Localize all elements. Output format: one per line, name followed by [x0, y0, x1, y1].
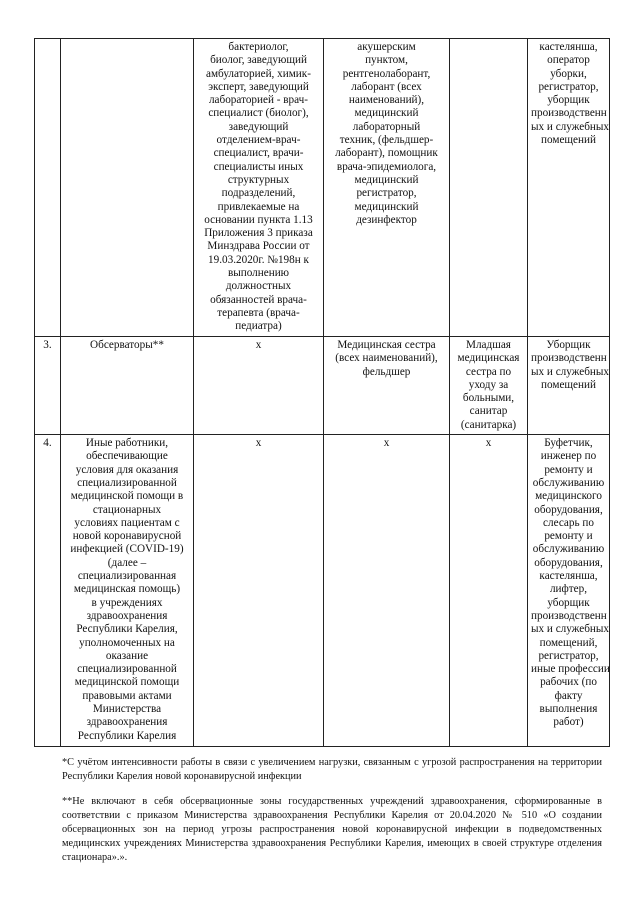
- cell-line: подразделений,: [221, 187, 296, 200]
- cell-line: медицинский: [354, 107, 419, 120]
- cell-line: акушерским: [357, 41, 416, 53]
- cell-line: Младшая: [466, 339, 511, 351]
- cell-line: оператор: [547, 54, 590, 67]
- table-row: [35, 337, 610, 435]
- cell-line: лифтер,: [549, 583, 588, 596]
- cell-line: x: [255, 437, 262, 450]
- cell-line: Министерства: [92, 703, 162, 716]
- staff-category: [61, 435, 194, 747]
- cell-line: Республики Карелия: [77, 729, 177, 742]
- cell-line: уходу за: [468, 378, 509, 391]
- cell-line: новой коронавирусной: [72, 530, 182, 543]
- cell-line: x: [383, 437, 390, 450]
- other-staff-cell: [528, 337, 610, 435]
- cell-line: бактериолог,: [228, 41, 289, 53]
- junior-staff-cell: [450, 337, 528, 435]
- cell-line: должностных: [225, 280, 292, 293]
- staff-category: [61, 39, 194, 337]
- cell-line: x: [255, 339, 262, 351]
- cell-line: (санитарка): [460, 418, 517, 431]
- cell-line: в учреждениях: [91, 596, 163, 609]
- cell-line: обязанностей врача-: [210, 293, 307, 306]
- cell-line: выполнению: [227, 267, 290, 280]
- cell-line: наименований),: [348, 94, 425, 107]
- cell-line: обеспечивающие: [86, 450, 168, 463]
- junior-staff-cell: [450, 435, 528, 747]
- cell-line: 19.03.2020г. №198н к: [208, 253, 309, 266]
- cell-line: врача-эпидемиолога,: [336, 160, 437, 173]
- cell-line: оборудования,: [534, 556, 603, 569]
- cell-line: факту: [554, 689, 583, 702]
- footnote-observation-zones: **Не включают в себя обсервационные зоны государственных учреждений здравоохранения, сформированные в соответствии с приказом Министерства здравоохранения Республики Карелия от 20.04.2020 № 510 «О создании обсервационных зон на период угрозы распространения новой коронавирусной инфекции в подведомственных медицинских учреждениях Министерства здравоохранения Республики Карелия, имеющих в своей структуре отделения стационара».».: [62, 796, 602, 863]
- cell-line: биолог, заведующий: [210, 54, 307, 67]
- cell-line: правовыми актами: [82, 689, 172, 702]
- cell-line: структурных: [227, 173, 290, 186]
- cell-line: Минздрава России от: [207, 240, 310, 253]
- cell-line: (далее –: [107, 556, 147, 569]
- cell-line: иные профессии: [531, 663, 610, 676]
- cell-line: специализированной: [77, 476, 177, 489]
- cell-line: инфекцией (COVID-19): [70, 543, 184, 556]
- cell-line: регистратор,: [356, 187, 417, 200]
- cell-line: кастелянша,: [539, 570, 598, 583]
- cell-line: помещений: [541, 134, 596, 147]
- cell-line: помещений,: [539, 636, 598, 649]
- cell-line: помещений: [541, 378, 596, 391]
- doctors-cell: [194, 39, 324, 337]
- cell-line: обслуживанию: [532, 476, 605, 489]
- cell-line: условия для оказания: [75, 463, 179, 476]
- cell-line: пунктом,: [365, 54, 408, 67]
- cell-line: заведующий: [228, 120, 289, 133]
- row-number: 4.: [35, 435, 61, 747]
- table-row: [35, 435, 610, 747]
- cell-line: основании пункта 1.13: [204, 213, 313, 226]
- cell-line: регистратор,: [538, 649, 599, 662]
- cell-line: медицинской помощи: [74, 676, 180, 689]
- cell-line: отделением-врач-: [216, 134, 301, 147]
- cell-line: ых и служебных: [531, 365, 610, 378]
- cell-line: привлекаемые на: [217, 200, 300, 213]
- mid-level-staff-cell: [324, 39, 450, 337]
- cell-line: уборщик: [547, 94, 590, 107]
- cell-line: (всех наименований),: [335, 352, 438, 365]
- cell-line: регистратор,: [538, 80, 599, 93]
- other-staff-cell: [528, 39, 610, 337]
- cell-line: производственн: [531, 352, 607, 365]
- cell-line: оказание: [105, 649, 149, 662]
- cell-line: Уборщик: [546, 339, 591, 351]
- cell-line: терапевта (врача-: [217, 306, 300, 319]
- cell-line: уборки,: [550, 67, 587, 80]
- cell-line: уполномоченных на: [79, 636, 175, 649]
- cell-line: инженер по: [540, 450, 597, 463]
- cell-line: ремонту и: [544, 530, 593, 543]
- cell-line: кастелянша,: [539, 41, 598, 53]
- cell-line: лабораторией - врач-: [208, 94, 309, 107]
- cell-line: медицинского: [535, 490, 602, 503]
- cell-line: фельдшер: [362, 365, 411, 378]
- cell-line: стационарных: [92, 503, 162, 516]
- cell-line: Иные работники,: [85, 437, 169, 450]
- staff-category: Обсерваторы**: [61, 337, 194, 435]
- cell-line: здравоохранения: [86, 716, 168, 729]
- cell-line: производственн: [531, 107, 607, 120]
- cell-line: медицинская: [457, 352, 520, 365]
- cell-line: Буфетчик,: [544, 437, 593, 450]
- footnote-intensity: *С учётом интенсивности работы в связи с увеличением нагрузки, связанным с угрозой распространения на территории Республики Карелия новой коронавирусной инфекции: [62, 757, 602, 782]
- junior-staff-cell: [450, 39, 528, 337]
- cell-line: ых и служебных: [531, 623, 610, 636]
- cell-line: ремонту и: [544, 463, 593, 476]
- cell-line: специализированная: [77, 570, 177, 583]
- cell-line: уборщик: [547, 596, 590, 609]
- cell-line: работ): [553, 716, 584, 729]
- cell-line: педиатра): [235, 320, 282, 333]
- staff-table: [34, 38, 610, 747]
- mid-level-staff-cell: [324, 337, 450, 435]
- cell-line: дезинфектор: [356, 213, 417, 226]
- cell-line: амбулаторией, химик-: [206, 67, 311, 80]
- cell-line: обслуживанию: [532, 543, 605, 556]
- cell-line: условиях пациентам с: [74, 516, 180, 529]
- table-row: [35, 39, 610, 337]
- cell-line: лабораторный: [352, 120, 421, 133]
- cell-line: медицинский: [354, 200, 419, 213]
- row-number: 3.: [35, 337, 61, 435]
- cell-line: медицинский: [354, 173, 419, 186]
- cell-line: Приложения 3 приказа: [204, 227, 313, 240]
- cell-line: производственн: [531, 609, 607, 622]
- cell-line: здравоохранения: [86, 609, 168, 622]
- cell-line: лаборант), помощник: [335, 147, 438, 160]
- cell-line: оборудования,: [534, 503, 603, 516]
- cell-line: рентгенолаборант,: [342, 67, 431, 80]
- cell-line: ых и служебных: [531, 120, 610, 133]
- cell-line: медицинская помощь): [73, 583, 181, 596]
- doctors-cell: [194, 435, 324, 747]
- cell-line: специалист (биолог),: [208, 107, 309, 120]
- cell-line: специализированной: [77, 663, 177, 676]
- cell-line: Медицинская сестра: [337, 339, 436, 351]
- cell-line: лаборант (всех: [351, 80, 422, 93]
- cell-line: техник, (фельдшер-: [339, 134, 434, 147]
- cell-line: x: [485, 437, 492, 450]
- cell-line: рабочих (по: [540, 676, 597, 689]
- cell-line: сестра по: [465, 365, 512, 378]
- cell-line: медицинской помощи в: [70, 490, 184, 503]
- cell-line: санитар: [469, 405, 508, 418]
- cell-line: эксперт, заведующий: [208, 80, 309, 93]
- row-number: [35, 39, 61, 337]
- cell-line: слесарь по: [543, 516, 594, 529]
- doctors-cell: [194, 337, 324, 435]
- mid-level-staff-cell: [324, 435, 450, 747]
- cell-line: специалисты иных: [213, 160, 304, 173]
- cell-line: Республики Карелия,: [76, 623, 178, 636]
- other-staff-cell: [528, 435, 610, 747]
- cell-line: специалист, врачи-: [213, 147, 304, 160]
- cell-line: больными,: [462, 392, 515, 405]
- cell-line: выполнения: [539, 703, 598, 716]
